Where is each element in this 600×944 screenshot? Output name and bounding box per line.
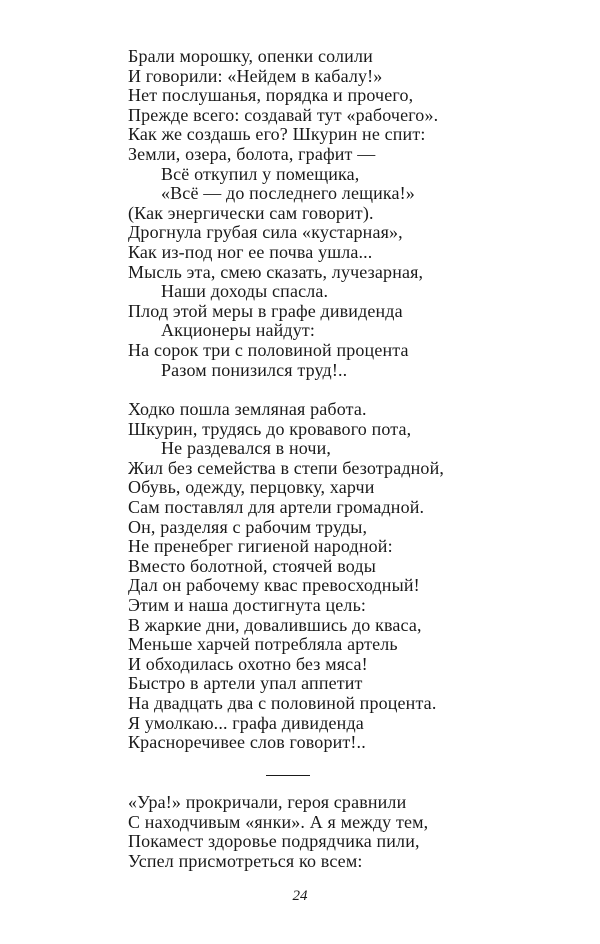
poem-line: На сорок три с половиной процента bbox=[128, 339, 409, 360]
poem-line: (Как энергически сам говорит). bbox=[128, 202, 374, 223]
poem-line: Ходко пошла земляная работа. bbox=[128, 399, 367, 419]
poem-line: Всё откупил у помещика, bbox=[161, 163, 360, 184]
poem-line: Акционеры найдут: bbox=[161, 320, 316, 341]
poem-line: Этим и наша достигнута цель: bbox=[128, 594, 367, 615]
poem-line: Я умолкаю... графа дивиденда bbox=[128, 712, 364, 733]
poem-line: И обходилась охотно без мяса! bbox=[128, 653, 368, 674]
stanza-1 bbox=[128, 47, 588, 380]
poem-line: На двадцать два с половиной процента. bbox=[128, 692, 437, 713]
poem-line: Не раздевался в ночи, bbox=[161, 438, 332, 459]
poem-line: Покамест здоровье подрядчика пили, bbox=[128, 831, 420, 852]
poem-line: Прежде всего: создавай тут «рабочего». bbox=[128, 104, 439, 125]
poem-line: Сам поставлял для артели громадной. bbox=[128, 496, 425, 517]
poem-line: Не пренебрег гигиеной народной: bbox=[128, 536, 393, 557]
poem-line: Дал он рабочему квас превосходный! bbox=[128, 575, 420, 596]
poem-line: «Всё — до последнего лещика!» bbox=[161, 183, 415, 204]
poem-line: Мысль эта, смею сказать, лучезарная, bbox=[128, 261, 424, 282]
poem-line: Наши доходы спасла. bbox=[161, 281, 329, 302]
section-divider bbox=[266, 775, 310, 776]
poem-line: Вместо болотной, стоячей воды bbox=[128, 555, 376, 576]
poem-line: Как из-под ног ее почва ушла... bbox=[128, 241, 373, 262]
stanza-3 bbox=[128, 793, 588, 871]
poem-line: Разом понизился труд!.. bbox=[161, 359, 348, 380]
poem-line: Быстро в артели упал аппетит bbox=[128, 673, 363, 694]
poem-line: Шкурин, трудясь до кровавого пота, bbox=[128, 418, 412, 439]
poem-line: В жаркие дни, довалившись до кваса, bbox=[128, 614, 422, 635]
poem-line: С находчивым «янки». А я между тем, bbox=[128, 811, 429, 832]
poem-line: Красноречивее слов говорит!.. bbox=[128, 732, 366, 753]
poem-line: Обувь, одежду, перцовку, харчи bbox=[128, 477, 375, 498]
poem-line: Меньше харчей потребляла артель bbox=[128, 634, 398, 655]
poem-line: Земли, озера, болота, графит — bbox=[128, 143, 376, 164]
poem-line: Дрогнула грубая сила «кустарная», bbox=[128, 222, 403, 243]
poem-line: И говорили: «Нейдем в кабалу!» bbox=[128, 65, 383, 86]
poem-line: Как же создашь его? Шкурин не спит: bbox=[128, 124, 426, 145]
poem-line: «Ура!» прокричали, героя сравнили bbox=[128, 792, 407, 812]
poem-line: Плод этой меры в графе дивиденда bbox=[128, 300, 403, 321]
poem-line: Брали морошку, опенки солили bbox=[128, 46, 373, 66]
poem-line: Он, разделяя с рабочим труды, bbox=[128, 516, 368, 537]
page-number: 24 bbox=[292, 888, 308, 904]
stanza-2 bbox=[128, 400, 588, 753]
poem-line: Жил без семейства в степи безотрадной, bbox=[128, 457, 445, 478]
poem-line: Нет послушанья, порядка и прочего, bbox=[128, 85, 414, 106]
poem-line: Успел присмотреться ко всем: bbox=[128, 850, 363, 871]
